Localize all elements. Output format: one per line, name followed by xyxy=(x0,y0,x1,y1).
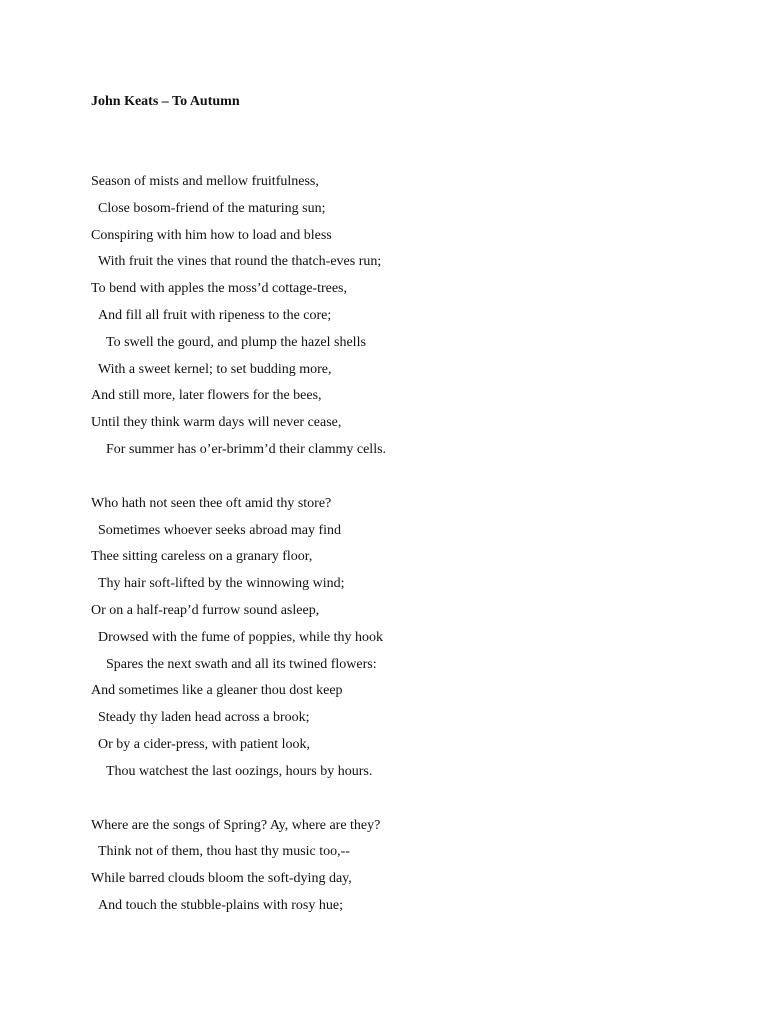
poem-line: Spares the next swath and all its twined flowers: xyxy=(106,656,377,672)
stanza-3 xyxy=(91,817,731,924)
poem-line: Or by a cider-press, with patient look, xyxy=(98,736,310,752)
poem-line: And fill all fruit with ripeness to the core; xyxy=(98,307,332,323)
poem-line: With fruit the vines that round the thatch-eves run; xyxy=(98,254,382,270)
poem-line: And touch the stubble-plains with rosy hue; xyxy=(98,897,343,913)
poem-line: Steady thy laden head across a brook; xyxy=(98,710,310,726)
poem-line: Thy hair soft-lifted by the winnowing wind; xyxy=(98,576,345,592)
poem-line: Season of mists and mellow fruitfulness, xyxy=(91,174,319,189)
poem-line: Thee sitting careless on a granary floor, xyxy=(91,549,313,565)
poem-line: To swell the gourd, and plump the hazel shells xyxy=(106,334,366,350)
poem-line: To bend with apples the moss’d cottage-trees, xyxy=(91,281,348,297)
poem-line: Close bosom-friend of the maturing sun; xyxy=(98,200,326,216)
poem-line: With a sweet kernel; to set budding more, xyxy=(98,361,332,377)
poem-line: While barred clouds bloom the soft-dying day, xyxy=(91,871,352,887)
poem-title: John Keats – To Autumn xyxy=(91,94,240,109)
poem-line: For summer has o’er-brimm’d their clammy cells. xyxy=(106,441,387,457)
poem-line: Or on a half-reap’d furrow sound asleep, xyxy=(91,602,320,618)
poem-line: Conspiring with him how to load and bless xyxy=(91,227,332,243)
poem-line: Thou watchest the last oozings, hours by hours. xyxy=(106,763,373,779)
stanza-1 xyxy=(91,173,731,468)
poem-line: Who hath not seen thee oft amid thy store? xyxy=(91,495,332,511)
poem-line: Drowsed with the fume of poppies, while thy hook xyxy=(98,629,384,645)
poem-line: Think not of them, thou hast thy music too,-- xyxy=(98,844,350,860)
poem-line: And sometimes like a gleaner thou dost keep xyxy=(91,683,343,699)
poem-body xyxy=(91,173,731,951)
poem-line: Where are the songs of Spring? Ay, where are they? xyxy=(91,817,381,833)
poem-line: Sometimes whoever seeks abroad may find xyxy=(98,522,341,538)
stanza-2 xyxy=(91,495,731,790)
poem-line: And still more, later flowers for the bees, xyxy=(91,388,322,404)
poem-line: Until they think warm days will never cease, xyxy=(91,415,342,431)
